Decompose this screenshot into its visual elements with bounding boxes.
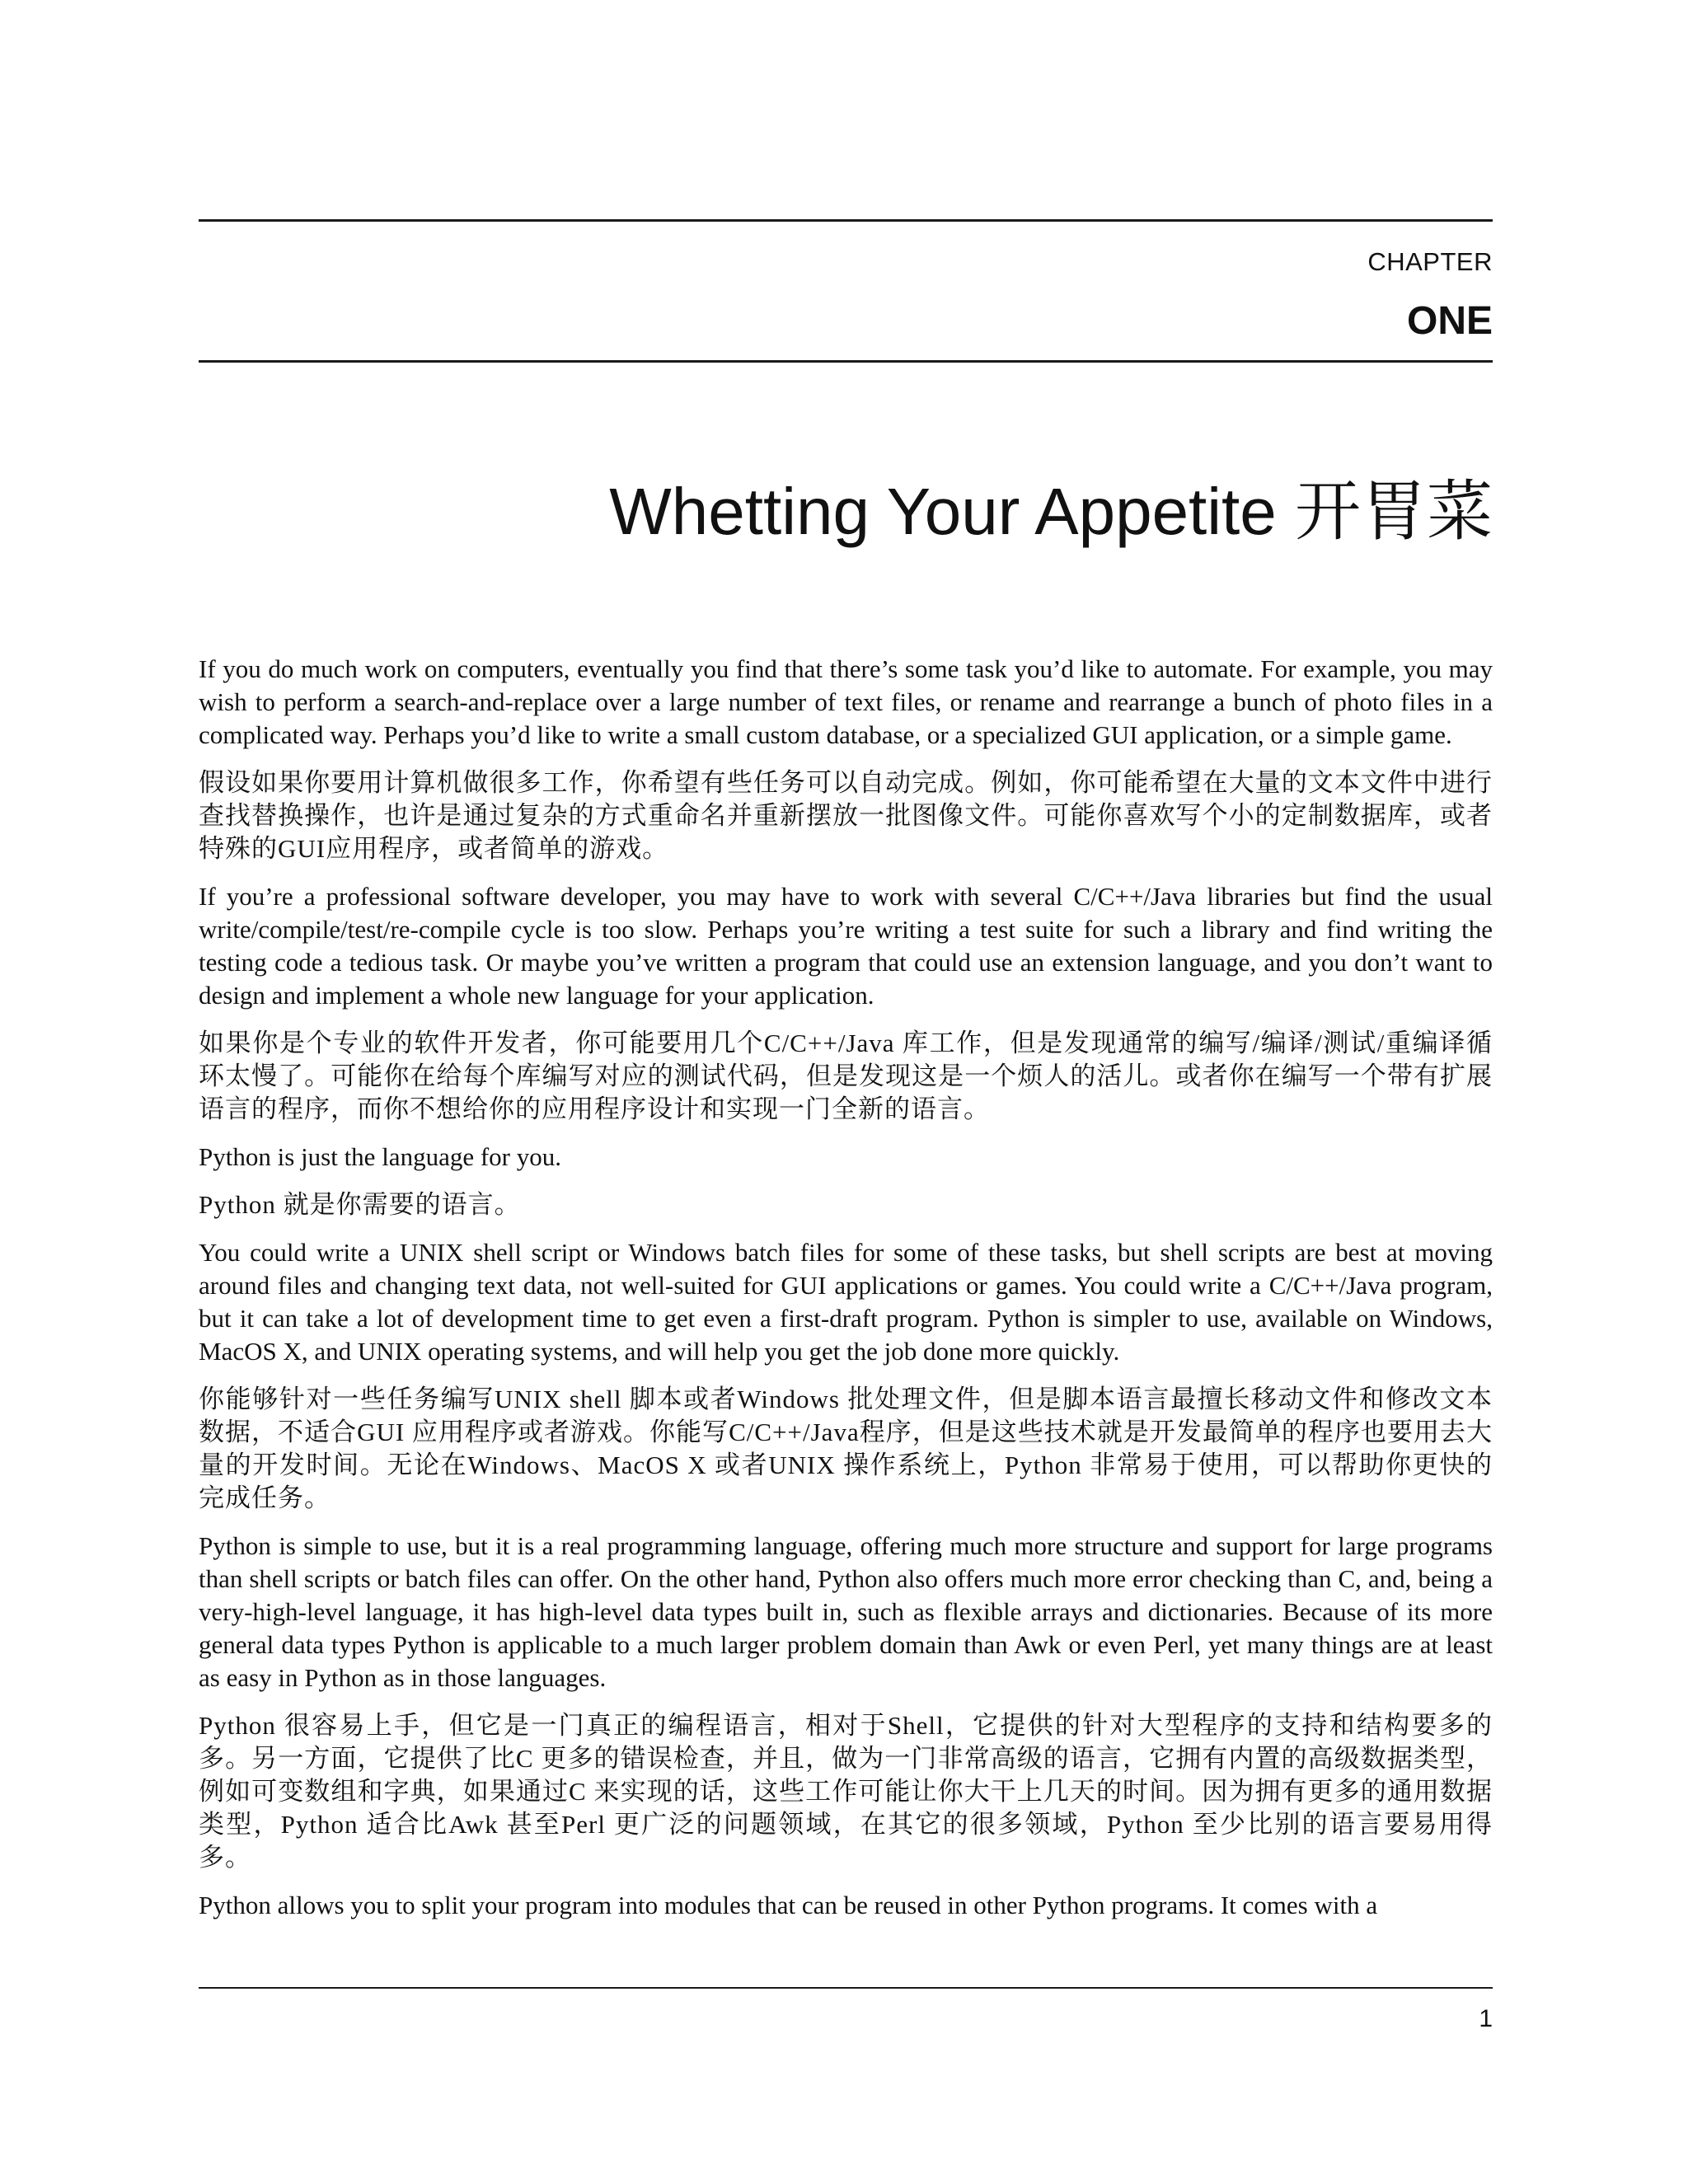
- paragraph-simple-zh: Python 很容易上手，但它是一门真正的编程语言，相对于Shell，它提供的针对大型程序的支持和结构要多的多。另一方面，它提供了比C 更多的错误检查，并且，做为一门非常高级的语言，它拥有内置的高级数据类型，例如可变数组和字典，如果通过C 来实现的话，这些工作可能让你大干上几天的时间。因为拥有更多的通用数据类型，Python 适合比Awk 甚至Perl 更广泛的问题领域，在其它的很多领域，Python 至少比别的语言要易用得多。: [199, 1711, 1493, 1872]
- paragraph-simple-en: Python is simple to use, but it is a real programming language, offering much more structure and support for large programs than shell scripts or batch files can offer. On the other hand, Python also offers much more error checking than C, and, being a very-high-level language, it has high-level data types built in, such as flexible arrays and dictionaries. Because of its more general data types Python is applicable to a much larger problem domain than Awk or even Perl, yet many things are at least as easy in Python as in those languages.: [199, 1531, 1493, 1692]
- footer-rule: [199, 1987, 1493, 1989]
- header-top-rule: [199, 219, 1493, 222]
- paragraph-intro-zh: 假设如果你要用计算机做很多工作，你希望有些任务可以自动完成。例如，你可能希望在大量的文本文件中进行查找替换操作，也许是通过复杂的方式重命名并重新摆放一批图像文件。可能你喜欢写个小的定制数据库，或者特殊的GUI应用程序，或者简单的游戏。: [199, 768, 1493, 863]
- paragraph-intro-en: If you do much work on computers, eventually you find that there’s some task you’d like to automate. For example, you may wish to perform a search-and-replace over a large number of text files, or rename and rearrange a bunch of photo files in a complicated way. Perhaps you’d like to write a small custom database, or a specialized GUI application, or a simple game.: [199, 654, 1493, 749]
- paragraph-language-en: Python is just the language for you.: [199, 1142, 561, 1171]
- paragraph-modules-en: Python allows you to split your program into modules that can be reused in other Python programs. It comes with a: [199, 1891, 1378, 1919]
- page-title: Whetting Your Appetite 开胃菜: [609, 475, 1493, 548]
- chapter-number: ONE: [1406, 299, 1493, 343]
- body-text: [199, 653, 1493, 1937]
- paragraph-developer-en: If you’re a professional software developer, you may have to work with several C/C++/Java libraries but find the usual write/compile/test/re-compile cycle is too slow. Perhaps you’re writing a test suite for such a library and find writing the testing code a tedious task. Or maybe you’ve written a program that could use an extension language, and you don’t want to design and implement a whole new language for your application.: [199, 882, 1493, 1010]
- header-bottom-rule: [199, 360, 1493, 363]
- paragraph-unix-zh: 你能够针对一些任务编写UNIX shell 脚本或者Windows 批处理文件，但是脚本语言最擅长移动文件和修改文本数据，不适合GUI 应用程序或者游戏。你能写C/C++/Java程序，但是这些技术就是开发最简单的程序也要用去大量的开发时间。无论在Windows、MacOS X 或者UNIX 操作系统上，Python 非常易于使用，可以帮助你更快的完成任务。: [199, 1385, 1493, 1512]
- paragraph-developer-zh: 如果你是个专业的软件开发者，你可能要用几个C/C++/Java 库工作，但是发现通常的编写/编译/测试/重编译循环太慢了。可能你在给每个库编写对应的测试代码，但是发现这是一个烦人的活儿。或者你在编写一个带有扩展语言的程序，而你不想给你的应用程序设计和实现一门全新的语言。: [199, 1029, 1493, 1123]
- chapter-label: CHAPTER: [1367, 247, 1493, 276]
- page-number: 1: [1479, 2005, 1493, 2032]
- paragraph-unix-en: You could write a UNIX shell script or Windows batch files for some of these tasks, but shell scripts are best at moving around files and changing text data, not well-suited for GUI applications or games. You could write a C/C++/Java program, but it can take a lot of development time to get even a first-draft program. Python is simpler to use, available on Windows, MacOS X, and UNIX operating systems, and will help you get the job done more quickly.: [199, 1238, 1493, 1366]
- paragraph-language-zh: Python 就是你需要的语言。: [199, 1190, 521, 1219]
